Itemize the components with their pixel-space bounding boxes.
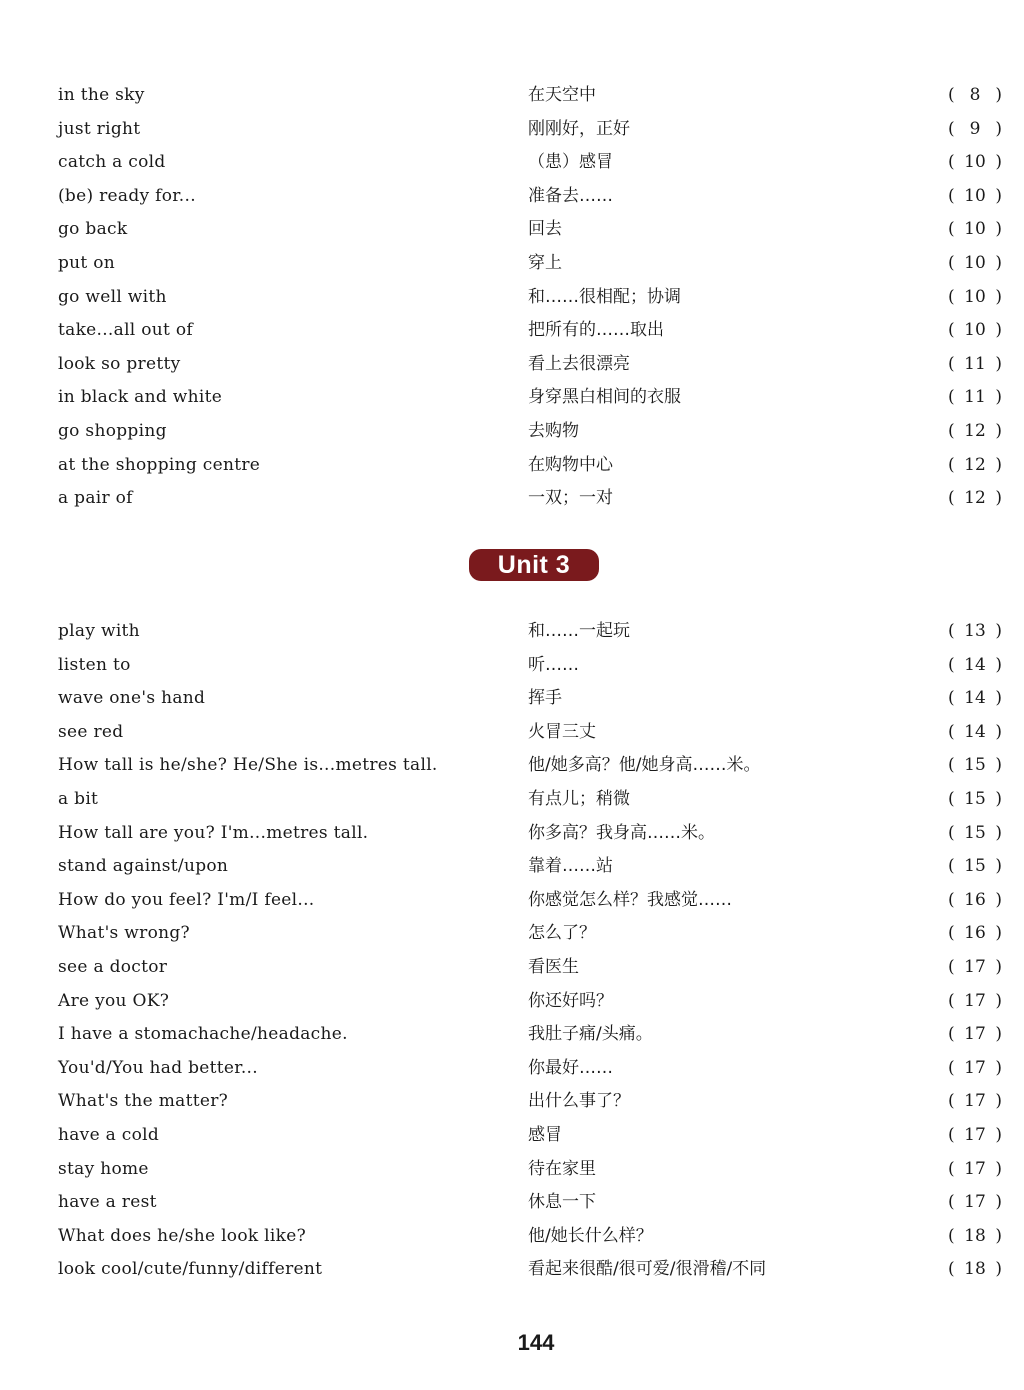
phrase-row	[0, 1054, 1024, 1082]
page-reference: ( 10 )	[948, 182, 1002, 210]
phrase-row	[0, 819, 1024, 847]
english-phrase: I have a stomachache/headache.	[58, 1024, 348, 1045]
chinese-meaning: 待在家里	[528, 1158, 596, 1179]
phrase-row	[0, 316, 1024, 344]
phrase-row	[0, 1020, 1024, 1048]
english-phrase: take...all out of	[58, 320, 193, 341]
page-reference: ( 14 )	[948, 684, 1002, 712]
page-reference: ( 17 )	[948, 1087, 1002, 1115]
page-reference-number: 9	[969, 118, 981, 139]
chinese-meaning: 回去	[528, 219, 562, 240]
phrase-row	[0, 886, 1024, 914]
page-reference: ( 12 )	[948, 451, 1002, 479]
phrase-row	[0, 215, 1024, 243]
page-reference: ( 17 )	[948, 1188, 1002, 1216]
chinese-meaning: 你感觉怎么样？我感觉……	[528, 889, 732, 910]
page-reference: ( 17 )	[948, 1054, 1002, 1082]
phrase-row	[0, 148, 1024, 176]
page-reference-number: 14	[964, 721, 986, 742]
page-reference: ( 10 )	[948, 283, 1002, 311]
phrase-row	[0, 1087, 1024, 1115]
phrase-row	[0, 451, 1024, 479]
page-reference: ( 16 )	[948, 919, 1002, 947]
phrase-row	[0, 417, 1024, 445]
page-reference: ( 18 )	[948, 1255, 1002, 1283]
phrase-row	[0, 249, 1024, 277]
unit-heading: Unit 3	[469, 549, 599, 581]
page-reference-number: 17	[964, 1024, 986, 1045]
english-phrase: How do you feel? I'm/I feel...	[58, 889, 315, 910]
page-reference: ( 10 )	[948, 148, 1002, 176]
chinese-meaning: 看上去很漂亮	[528, 353, 630, 374]
page-reference-number: 10	[964, 286, 986, 307]
page-reference: ( 15 )	[948, 785, 1002, 813]
page-reference: ( 15 )	[948, 751, 1002, 779]
english-phrase: go shopping	[58, 421, 167, 441]
english-phrase: play with	[58, 621, 140, 641]
phrase-row	[0, 1222, 1024, 1250]
english-phrase: put on	[58, 253, 116, 273]
phrase-row	[0, 987, 1024, 1015]
phrase-row	[0, 785, 1024, 813]
chinese-meaning: 怎么了？	[528, 923, 596, 944]
english-phrase: a pair of	[58, 488, 133, 509]
chinese-meaning: 和……一起玩	[528, 621, 630, 641]
chinese-meaning: 听……	[528, 654, 579, 675]
page-reference-number: 17	[964, 1125, 986, 1145]
page-reference: ( 14 )	[948, 651, 1002, 679]
english-phrase: (be) ready for...	[58, 185, 196, 206]
english-phrase: look cool/cute/funny/different	[58, 1259, 323, 1280]
english-phrase: What's wrong?	[58, 923, 190, 944]
page-reference-number: 17	[964, 1192, 986, 1213]
page-reference: ( 10 )	[948, 249, 1002, 277]
page-reference-number: 15	[964, 755, 986, 776]
page-reference: ( 17 )	[948, 1155, 1002, 1183]
phrase-row	[0, 617, 1024, 645]
page-reference-number: 18	[964, 1225, 986, 1246]
page-reference: ( 13 )	[948, 617, 1002, 645]
page-reference-number: 11	[964, 353, 986, 374]
page-reference-number: 10	[964, 219, 986, 240]
chinese-meaning: 穿上	[528, 253, 562, 273]
phrase-row	[0, 751, 1024, 779]
page-reference: ( 9 )	[948, 115, 1002, 143]
chinese-meaning: 看医生	[528, 957, 579, 977]
phrase-row	[0, 1188, 1024, 1216]
phrase-row	[0, 350, 1024, 378]
page-reference: ( 12 )	[948, 484, 1002, 512]
english-phrase: Are you OK?	[58, 990, 170, 1011]
page-reference-number: 15	[964, 789, 986, 809]
page-reference: ( 18 )	[948, 1222, 1002, 1250]
phrase-row	[0, 953, 1024, 981]
page-number: 144	[517, 1330, 555, 1355]
chinese-meaning: 你最好……	[528, 1057, 613, 1078]
page-reference-number: 17	[964, 957, 986, 977]
chinese-meaning: 休息一下	[528, 1192, 596, 1213]
page-reference: ( 15 )	[948, 852, 1002, 880]
chinese-meaning: 他/她多高？他/她身高……米。	[528, 755, 761, 776]
phrase-row	[0, 182, 1024, 210]
page-reference-number: 8	[969, 85, 981, 105]
english-phrase: How tall are you? I'm...metres tall.	[58, 822, 369, 843]
english-phrase: stay home	[58, 1158, 149, 1179]
page-reference-number: 17	[964, 1158, 986, 1179]
chinese-meaning: 和……很相配；协调	[528, 286, 681, 307]
page-reference: ( 10 )	[948, 215, 1002, 243]
phrase-row	[0, 684, 1024, 712]
page-reference: ( 17 )	[948, 1121, 1002, 1149]
page-reference-number: 10	[964, 253, 986, 273]
english-phrase: just right	[58, 118, 141, 139]
page-reference-number: 11	[964, 387, 986, 408]
phrase-row	[0, 115, 1024, 143]
english-phrase: in the sky	[58, 85, 145, 105]
page-reference: ( 8 )	[948, 81, 1002, 109]
english-phrase: a bit	[58, 789, 99, 809]
english-phrase: catch a cold	[58, 152, 166, 173]
english-phrase: stand against/upon	[58, 856, 229, 877]
english-phrase: What does he/she look like?	[58, 1225, 307, 1246]
page-reference-number: 16	[964, 923, 986, 944]
page-reference-number: 16	[964, 889, 986, 910]
page-reference-number: 12	[964, 421, 986, 441]
page-reference: ( 12 )	[948, 417, 1002, 445]
page-reference-number: 17	[964, 1057, 986, 1078]
chinese-meaning: 身穿黑白相间的衣服	[528, 387, 681, 408]
chinese-meaning: 准备去……	[528, 185, 613, 206]
chinese-meaning: 把所有的……取出	[528, 320, 664, 341]
page-reference-number: 17	[964, 1091, 986, 1112]
page-reference-number: 10	[964, 185, 986, 206]
page-reference: ( 10 )	[948, 316, 1002, 344]
english-phrase: listen to	[58, 654, 131, 675]
chinese-meaning: 刚刚好，正好	[528, 118, 630, 139]
chinese-meaning: 感冒	[528, 1125, 562, 1145]
page-reference: ( 17 )	[948, 1020, 1002, 1048]
chinese-meaning: 你多高？我身高……米。	[528, 822, 715, 843]
english-phrase: have a cold	[58, 1125, 160, 1145]
page-reference-number: 17	[964, 990, 986, 1011]
phrase-row	[0, 1255, 1024, 1283]
page-reference-number: 14	[964, 654, 986, 675]
phrase-row	[0, 718, 1024, 746]
page-reference-number: 14	[964, 688, 986, 709]
english-phrase: at the shopping centre	[58, 454, 261, 475]
chinese-meaning: 挥手	[528, 688, 562, 709]
chinese-meaning: 有点儿；稍微	[528, 789, 630, 809]
page-reference-number: 12	[964, 454, 986, 475]
page-reference-number: 18	[964, 1259, 986, 1280]
phrase-row	[0, 81, 1024, 109]
page-reference-number: 13	[964, 621, 986, 641]
chinese-meaning: 在购物中心	[528, 454, 613, 475]
phrase-row	[0, 484, 1024, 512]
english-phrase: go back	[58, 219, 128, 240]
chinese-meaning: 靠着……站	[528, 856, 613, 877]
page-reference: ( 17 )	[948, 987, 1002, 1015]
english-phrase: look so pretty	[58, 353, 181, 374]
phrase-row	[0, 383, 1024, 411]
chinese-meaning: 你还好吗？	[528, 990, 613, 1011]
page-reference-number: 10	[964, 320, 986, 341]
english-phrase: What's the matter?	[58, 1091, 229, 1112]
page-reference: ( 11 )	[948, 350, 1002, 378]
chinese-meaning: 去购物	[528, 421, 579, 441]
chinese-meaning: 一双；一对	[528, 488, 613, 509]
page-reference: ( 11 )	[948, 383, 1002, 411]
english-phrase: see red	[58, 721, 124, 742]
page-reference-number: 12	[964, 488, 986, 509]
english-phrase: wave one's hand	[58, 688, 206, 709]
phrase-row	[0, 852, 1024, 880]
page-reference-number: 15	[964, 856, 986, 877]
chinese-meaning: 在天空中	[528, 85, 596, 105]
page-reference-number: 10	[964, 152, 986, 173]
english-phrase: You'd/You had better...	[58, 1057, 258, 1078]
phrase-row	[0, 283, 1024, 311]
chinese-meaning: （患）感冒	[528, 152, 613, 173]
page-reference: ( 14 )	[948, 718, 1002, 746]
chinese-meaning: 火冒三丈	[528, 721, 596, 742]
chinese-meaning: 他/她长什么样？	[528, 1225, 653, 1246]
phrase-row	[0, 1155, 1024, 1183]
phrase-row	[0, 919, 1024, 947]
english-phrase: How tall is he/she? He/She is...metres tall.	[58, 755, 438, 776]
chinese-meaning: 出什么事了？	[528, 1091, 630, 1112]
page-reference: ( 16 )	[948, 886, 1002, 914]
phrase-row	[0, 651, 1024, 679]
english-phrase: in black and white	[58, 387, 223, 408]
english-phrase: have a rest	[58, 1192, 157, 1213]
phrase-row	[0, 1121, 1024, 1149]
english-phrase: go well with	[58, 286, 167, 307]
chinese-meaning: 我肚子痛/头痛。	[528, 1024, 653, 1045]
page-reference: ( 17 )	[948, 953, 1002, 981]
chinese-meaning: 看起来很酷/很可爱/很滑稽/不同	[528, 1259, 767, 1280]
page-reference-number: 15	[964, 822, 986, 843]
english-phrase: see a doctor	[58, 957, 168, 977]
page-reference: ( 15 )	[948, 819, 1002, 847]
